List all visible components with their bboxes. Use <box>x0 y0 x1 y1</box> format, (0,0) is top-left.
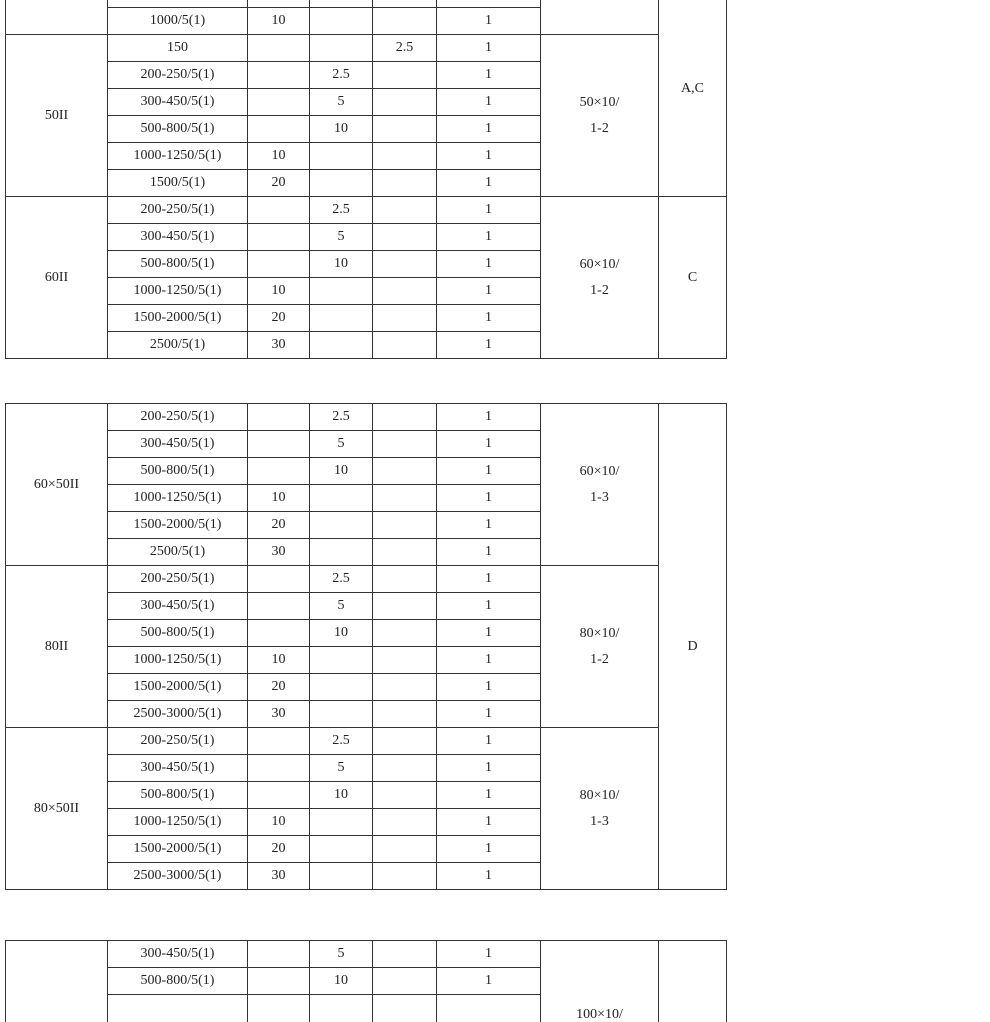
table-row <box>6 566 727 593</box>
value-cell <box>310 305 373 332</box>
value-cell: 1 <box>437 197 541 224</box>
ratio-cell: 200-250/5(1) <box>108 404 248 431</box>
value-cell <box>310 485 373 512</box>
value-cell <box>437 995 541 1022</box>
value-cell <box>373 647 437 674</box>
value-cell: 1 <box>437 512 541 539</box>
busbar-cell <box>541 566 659 728</box>
value-cell: 1 <box>437 566 541 593</box>
value-cell: 10 <box>248 809 310 836</box>
value-cell: 20 <box>248 512 310 539</box>
ratio-cell: 300-450/5(1) <box>108 431 248 458</box>
value-cell <box>373 305 437 332</box>
value-cell: 1 <box>437 431 541 458</box>
ratio-cell: 500-800/5(1) <box>108 620 248 647</box>
value-cell: 10 <box>248 143 310 170</box>
ratio-cell <box>108 995 248 1022</box>
value-cell <box>373 458 437 485</box>
value-cell: 1 <box>437 941 541 968</box>
table-row <box>6 0 727 8</box>
table-row <box>6 728 727 755</box>
value-cell: 1 <box>437 701 541 728</box>
value-cell: 10 <box>310 116 373 143</box>
value-cell <box>373 251 437 278</box>
value-cell: 1 <box>437 836 541 863</box>
value-cell: 30 <box>248 539 310 566</box>
ratio-cell: 2500-3000/5(1) <box>108 863 248 890</box>
value-cell: 5 <box>310 593 373 620</box>
value-cell: 30 <box>248 863 310 890</box>
value-cell: 5 <box>310 941 373 968</box>
value-cell <box>248 89 310 116</box>
value-cell: 1 <box>437 647 541 674</box>
value-cell: 1 <box>437 620 541 647</box>
value-cell <box>248 995 310 1022</box>
ratio-cell: 1500-2000/5(1) <box>108 305 248 332</box>
value-cell <box>310 8 373 35</box>
value-cell: 1 <box>437 224 541 251</box>
value-cell <box>248 941 310 968</box>
value-cell: 1 <box>437 539 541 566</box>
value-cell <box>373 224 437 251</box>
ratio-cell: 2500/5(1) <box>108 332 248 359</box>
value-cell <box>373 89 437 116</box>
value-cell <box>310 278 373 305</box>
value-cell <box>373 116 437 143</box>
ratio-cell: 300-450/5(1) <box>108 224 248 251</box>
busbar-size: 60×10/ <box>579 463 620 479</box>
value-cell <box>248 620 310 647</box>
ratio-cell: 500-800/5(1) <box>108 458 248 485</box>
ratio-cell: 200-250/5(1) <box>108 197 248 224</box>
value-cell <box>248 755 310 782</box>
spec-table-1 <box>5 0 727 359</box>
spec-table-2 <box>5 403 727 890</box>
value-cell <box>248 251 310 278</box>
ratio-cell <box>108 0 248 8</box>
value-cell <box>248 431 310 458</box>
ratio-cell: 1500-2000/5(1) <box>108 836 248 863</box>
value-cell <box>373 701 437 728</box>
busbar-size: 100×10/ <box>576 1006 623 1022</box>
value-cell: 2.5 <box>373 35 437 62</box>
value-cell: 1 <box>437 143 541 170</box>
value-cell: 1 <box>437 305 541 332</box>
ratio-cell: 500-800/5(1) <box>108 782 248 809</box>
table-row <box>6 35 727 62</box>
model-cell: 50II <box>6 35 108 197</box>
value-cell <box>373 539 437 566</box>
busbar-size: 80×10/ <box>579 787 620 803</box>
value-cell <box>373 278 437 305</box>
busbar-cell <box>541 197 659 359</box>
value-cell: 10 <box>310 620 373 647</box>
busbar-size: 60×10/ <box>579 256 620 272</box>
value-cell: 30 <box>248 332 310 359</box>
value-cell <box>248 224 310 251</box>
value-cell: 10 <box>310 251 373 278</box>
model-cell: 60II <box>6 197 108 359</box>
value-cell <box>373 332 437 359</box>
table-row <box>6 197 727 224</box>
value-cell: 1 <box>437 809 541 836</box>
value-cell: 2.5 <box>310 62 373 89</box>
value-cell: 30 <box>248 701 310 728</box>
value-cell <box>310 0 373 8</box>
ratio-cell: 500-800/5(1) <box>108 968 248 995</box>
value-cell <box>373 512 437 539</box>
value-cell <box>248 0 310 8</box>
value-cell: 1 <box>437 116 541 143</box>
value-cell <box>310 995 373 1022</box>
ratio-cell: 1500-2000/5(1) <box>108 674 248 701</box>
value-cell: 10 <box>248 485 310 512</box>
table-row <box>6 404 727 431</box>
ratio-cell: 150 <box>108 35 248 62</box>
ratio-cell: 200-250/5(1) <box>108 728 248 755</box>
ratio-cell: 1500-2000/5(1) <box>108 512 248 539</box>
value-cell: 1 <box>437 782 541 809</box>
value-cell <box>373 674 437 701</box>
ratio-cell: 300-450/5(1) <box>108 755 248 782</box>
value-cell: 2.5 <box>310 566 373 593</box>
value-cell <box>373 995 437 1022</box>
value-cell <box>310 35 373 62</box>
busbar-turns: 1-3 <box>590 489 609 505</box>
ratio-cell: 500-800/5(1) <box>108 116 248 143</box>
value-cell: 1 <box>437 332 541 359</box>
value-cell: 1 <box>437 968 541 995</box>
value-cell <box>373 809 437 836</box>
value-cell: 10 <box>310 968 373 995</box>
ratio-cell: 300-450/5(1) <box>108 593 248 620</box>
busbar-turns: 1-2 <box>590 120 609 136</box>
value-cell <box>248 197 310 224</box>
model-cell <box>6 0 108 35</box>
value-cell <box>373 836 437 863</box>
value-cell: 1 <box>437 251 541 278</box>
value-cell <box>373 431 437 458</box>
value-cell <box>248 968 310 995</box>
value-cell: 1 <box>437 89 541 116</box>
value-cell <box>373 170 437 197</box>
busbar-cell <box>541 404 659 566</box>
value-cell <box>373 593 437 620</box>
value-cell: 1 <box>437 674 541 701</box>
value-cell: 1 <box>437 863 541 890</box>
busbar-size: 50×10/ <box>579 94 620 110</box>
value-cell: 2.5 <box>310 728 373 755</box>
value-cell: 10 <box>310 782 373 809</box>
value-cell <box>248 62 310 89</box>
model-cell: 60×50II <box>6 404 108 566</box>
value-cell <box>373 728 437 755</box>
value-cell <box>310 863 373 890</box>
value-cell: 5 <box>310 755 373 782</box>
busbar-size: 80×10/ <box>579 625 620 641</box>
value-cell: 10 <box>248 647 310 674</box>
value-cell <box>373 755 437 782</box>
ratio-cell: 1500/5(1) <box>108 170 248 197</box>
ratio-cell: 300-450/5(1) <box>108 89 248 116</box>
value-cell <box>310 170 373 197</box>
value-cell <box>248 458 310 485</box>
value-cell <box>310 674 373 701</box>
value-cell <box>248 782 310 809</box>
value-cell: 1 <box>437 755 541 782</box>
value-cell: 5 <box>310 89 373 116</box>
value-cell <box>373 8 437 35</box>
value-cell <box>248 35 310 62</box>
busbar-turns: 1-3 <box>590 813 609 829</box>
value-cell: 10 <box>248 278 310 305</box>
value-cell: 1 <box>437 278 541 305</box>
value-cell: 1 <box>437 170 541 197</box>
value-cell: 20 <box>248 170 310 197</box>
busbar-cell <box>541 0 659 35</box>
ratio-cell: 1000-1250/5(1) <box>108 809 248 836</box>
value-cell <box>437 0 541 8</box>
value-cell: 1 <box>437 485 541 512</box>
value-cell <box>310 539 373 566</box>
ratio-cell: 1000-1250/5(1) <box>108 278 248 305</box>
value-cell <box>248 116 310 143</box>
value-cell <box>310 332 373 359</box>
value-cell: 20 <box>248 674 310 701</box>
ratio-cell: 2500-3000/5(1) <box>108 701 248 728</box>
value-cell <box>373 782 437 809</box>
model-cell: 80×50II <box>6 728 108 890</box>
value-cell <box>248 593 310 620</box>
value-cell: 5 <box>310 431 373 458</box>
value-cell: 10 <box>310 458 373 485</box>
model-cell <box>6 941 108 1022</box>
model-cell: 80II <box>6 566 108 728</box>
value-cell <box>248 404 310 431</box>
value-cell: 1 <box>437 62 541 89</box>
value-cell: 1 <box>437 8 541 35</box>
class-cell: C <box>659 197 727 359</box>
value-cell <box>310 836 373 863</box>
ratio-cell: 1000-1250/5(1) <box>108 143 248 170</box>
value-cell <box>373 62 437 89</box>
ratio-cell: 1000-1250/5(1) <box>108 647 248 674</box>
value-cell <box>248 566 310 593</box>
value-cell <box>310 701 373 728</box>
spec-table-3 <box>5 940 727 1022</box>
value-cell: 2.5 <box>310 197 373 224</box>
busbar-turns: 1-2 <box>590 282 609 298</box>
value-cell: 10 <box>248 8 310 35</box>
value-cell: 20 <box>248 836 310 863</box>
value-cell: 2.5 <box>310 404 373 431</box>
ratio-cell: 200-250/5(1) <box>108 62 248 89</box>
value-cell <box>310 809 373 836</box>
value-cell: 1 <box>437 404 541 431</box>
class-cell <box>659 941 727 1022</box>
ratio-cell: 200-250/5(1) <box>108 566 248 593</box>
value-cell: 1 <box>437 728 541 755</box>
class-cell: A,C <box>659 0 727 197</box>
value-cell <box>373 485 437 512</box>
ratio-cell: 2500/5(1) <box>108 539 248 566</box>
ratio-cell: 1000-1250/5(1) <box>108 485 248 512</box>
ratio-cell: 500-800/5(1) <box>108 251 248 278</box>
value-cell <box>373 968 437 995</box>
value-cell <box>373 620 437 647</box>
value-cell <box>373 197 437 224</box>
value-cell <box>373 941 437 968</box>
busbar-cell <box>541 35 659 197</box>
table-row <box>6 941 727 968</box>
value-cell <box>373 404 437 431</box>
value-cell <box>373 143 437 170</box>
value-cell <box>373 0 437 8</box>
value-cell: 1 <box>437 593 541 620</box>
ratio-cell: 1000/5(1) <box>108 8 248 35</box>
value-cell <box>373 863 437 890</box>
class-cell: D <box>659 404 727 890</box>
value-cell <box>310 143 373 170</box>
ratio-cell: 300-450/5(1) <box>108 941 248 968</box>
value-cell <box>373 566 437 593</box>
value-cell: 20 <box>248 305 310 332</box>
busbar-cell <box>541 728 659 890</box>
value-cell: 1 <box>437 35 541 62</box>
value-cell <box>310 647 373 674</box>
value-cell <box>310 512 373 539</box>
value-cell: 5 <box>310 224 373 251</box>
value-cell: 1 <box>437 458 541 485</box>
value-cell <box>248 728 310 755</box>
busbar-turns: 1-2 <box>590 651 609 667</box>
busbar-cell <box>541 941 659 1022</box>
